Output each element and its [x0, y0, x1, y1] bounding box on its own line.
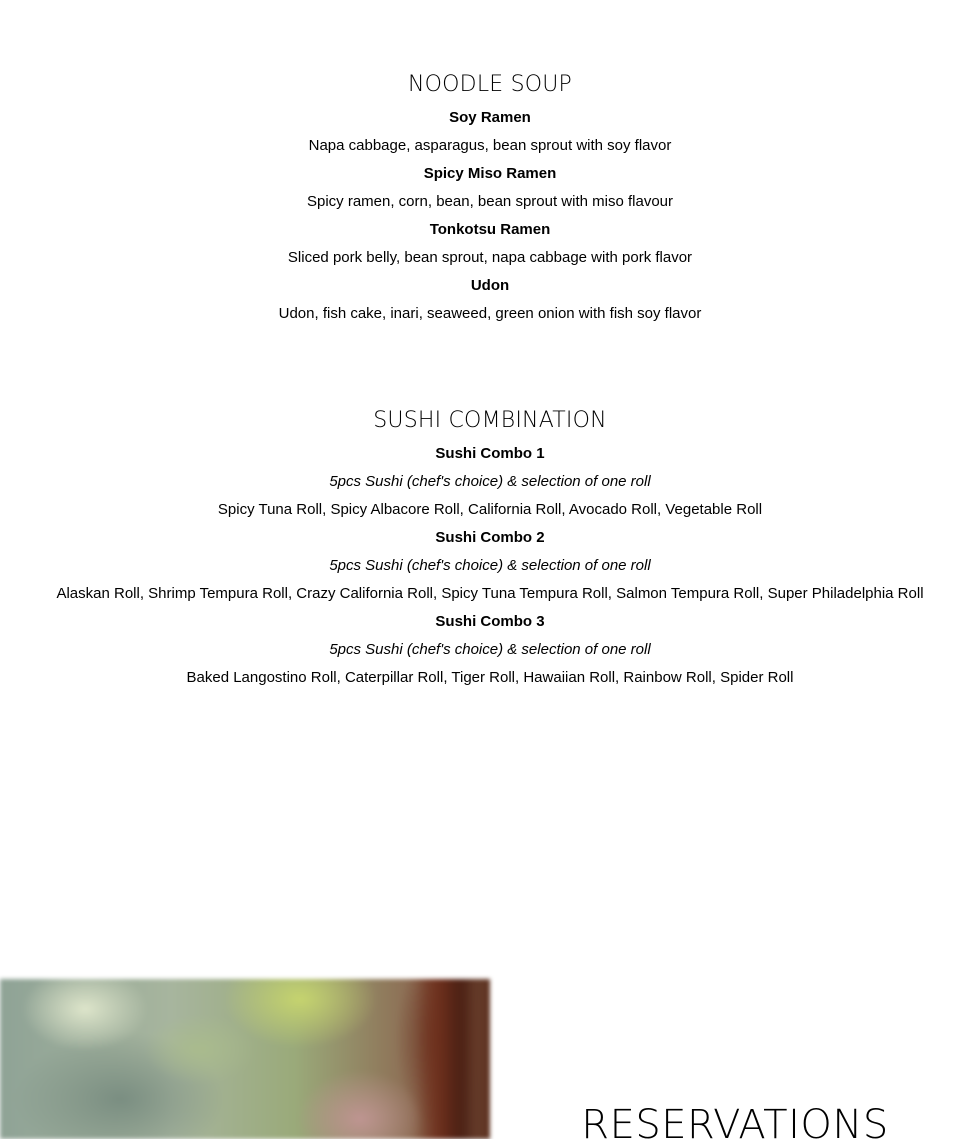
- menu-item-roll-options: Spicy Tuna Roll, Spicy Albacore Roll, California Roll, Avocado Roll, Vegetable Roll: [217, 501, 763, 518]
- menu-item-name: Soy Ramen: [449, 109, 531, 126]
- menu-item-name: Tonkotsu Ramen: [429, 221, 551, 238]
- menu-item-description: Napa cabbage, asparagus, bean sprout with soy flavor: [308, 137, 672, 154]
- menu-item-note: 5pcs Sushi (chef's choice) & selection of one roll: [329, 473, 651, 490]
- menu-item-note: 5pcs Sushi (chef's choice) & selection of one roll: [329, 641, 651, 658]
- menu-item-roll-options: Baked Langostino Roll, Caterpillar Roll, Tiger Roll, Hawaiian Roll, Rainbow Roll, Spider Roll: [186, 669, 794, 686]
- menu-item-name: Sushi Combo 2: [435, 529, 545, 546]
- menu-item-description: Sliced pork belly, bean sprout, napa cabbage with pork flavor: [287, 249, 693, 266]
- sushi-combination-section: [0, 406, 965, 692]
- menu-item-roll-options: Alaskan Roll, Shrimp Tempura Roll, Crazy California Roll, Spicy Tuna Tempura Roll, Salmon Tempura Roll, Super Philadelphia Roll: [56, 585, 924, 602]
- menu-item-name: Spicy Miso Ramen: [423, 165, 557, 182]
- noodle-soup-section: [0, 70, 965, 328]
- menu-item-name: Sushi Combo 1: [435, 445, 545, 462]
- noodle-soup-title: NOODLE SOUP: [407, 72, 573, 97]
- sushi-combination-title: SUSHI COMBINATION: [373, 408, 607, 433]
- restaurant-photo: [0, 979, 490, 1139]
- menu-item-description: Udon, fish cake, inari, seaweed, green onion with fish soy flavor: [278, 305, 702, 322]
- reservations-heading: RESERVATIONS: [581, 1102, 889, 1139]
- menu-item-description: Spicy ramen, corn, bean, bean sprout with miso flavour: [306, 193, 673, 210]
- menu-item-note: 5pcs Sushi (chef's choice) & selection of one roll: [329, 557, 651, 574]
- photo-tree-trunk: [420, 979, 470, 1139]
- menu-item-name: Udon: [470, 277, 510, 294]
- menu-item-name: Sushi Combo 3: [435, 613, 545, 630]
